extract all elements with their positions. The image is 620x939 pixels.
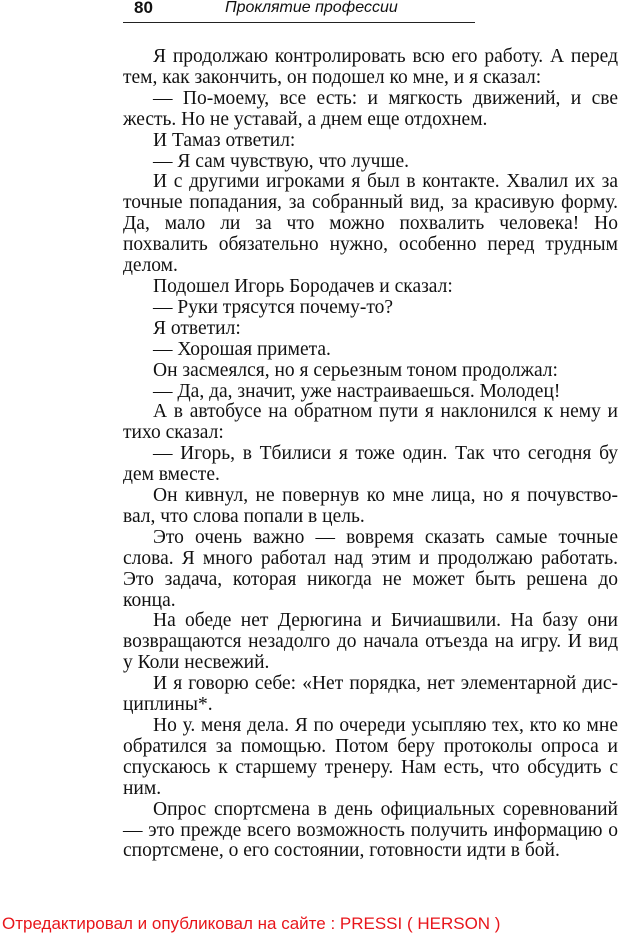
page-number: 80 (134, 0, 153, 17)
page-body (123, 47, 618, 862)
paragraph: А в автобусе на обратном пути я наклонился к нему и тихо сказал: (123, 401, 618, 444)
paragraph: — Руки трясутся почему-то? (153, 296, 394, 318)
paragraph: Я ответил: (153, 317, 241, 339)
paragraph: — Я сам чувствую, что лучше. (153, 150, 409, 172)
paragraph: Он кивнул, не повернув ко мне лица, но я почувствовал, что слова попали в цель. (123, 485, 618, 527)
paragraph: На обеде нет Дерюгина и Бичиашвили. На базу они возвращаются незадолго до начала отъезда на игру. И вид у Коли несвежий. (123, 610, 618, 674)
paragraph: Он засмеялся, но я серьезным тоном продолжал: (153, 359, 558, 381)
paragraph: Но у. меня дела. Я по очереди усыпляю тех, кто ко мне обратился за помощью. Потом беру протоколы опроса и спускаюсь к старшему тренеру. Нам есть, что обсудить с ним. (123, 715, 618, 799)
page-header (123, 0, 475, 23)
paragraph: Это очень важно — вовремя сказать самые точные слова. Я много работал над этим и продолжаю работать. Это задача, которая никогда не может быть решена до конца. (123, 526, 618, 611)
paragraph: И Тамаз ответил: (153, 129, 296, 151)
paragraph: — Игорь, в Тбилиси я тоже один. Так что сегодня бу дем вместе. (123, 443, 618, 486)
paragraph: Я продолжаю контролировать всю его работу. А перед тем, как закончить, он подошел ко мне, и я сказал: (123, 46, 618, 88)
paragraph: Опрос спортсмена в день официальных соревнований — это прежде всего возможность получить информацию о спортсмене, о его состоянии, готовности идти в бой. (123, 798, 618, 862)
watermark-footer: Отредактировал и опубликовал на сайте : PRESSI ( HERSON ) (2, 914, 501, 933)
paragraph: И с другими игроками я был в контакте. Хвалил их за точные попадания, за собранный вид, за красивую форму. Да, мало ли за что можно похвалить человека! Но похвалить обязательно нужно, особенно перед трудным делом. (123, 171, 618, 277)
paragraph: И я говорю себе: «Нет порядка, нет элементарной дисциплины*. (123, 673, 618, 716)
paragraph: — Хорошая примета. (153, 338, 331, 360)
paragraph: — Да, да, значит, уже настраиваешься. Молодец! (153, 380, 561, 402)
paragraph: Подошел Игорь Бородачев и сказал: (153, 275, 453, 297)
paragraph: — По-моему, все есть: и мягкость движений, и све жесть. Но не уставай, а днем еще отдохнем. (123, 87, 618, 130)
running-title: Проклятие профессии (225, 0, 398, 16)
